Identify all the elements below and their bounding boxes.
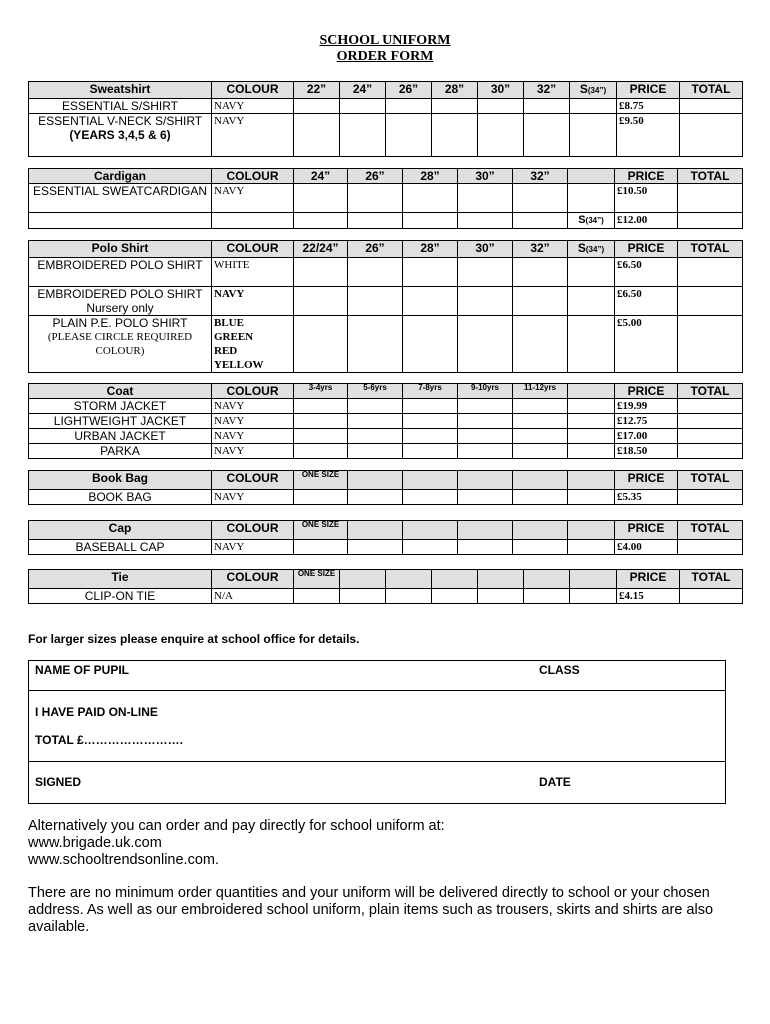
qty-cell[interactable]: [458, 316, 513, 373]
qty-cell[interactable]: [403, 316, 458, 373]
size-header: 11-12yrs: [513, 384, 568, 399]
qty-cell[interactable]: [294, 490, 348, 505]
colour-header: COLOUR: [212, 241, 294, 258]
qty-cell[interactable]: [458, 490, 513, 505]
item-name-blank: [29, 213, 212, 229]
item-price: £4.00: [615, 540, 678, 555]
qty-cell[interactable]: [570, 589, 617, 604]
size-s-label: S: [579, 82, 588, 96]
item-colour: NAVY: [212, 540, 294, 555]
item-name: PARKA: [29, 444, 212, 459]
qty-cell[interactable]: [568, 316, 615, 373]
item-price: £5.00: [615, 316, 678, 373]
qty-cell[interactable]: [294, 287, 348, 316]
size-s-cell: [568, 213, 615, 229]
item-name: BASEBALL CAP: [29, 540, 212, 555]
total-header: TOTAL: [678, 169, 743, 184]
price-header: PRICE: [615, 471, 678, 490]
sweatshirt-heading: Sweatshirt: [29, 82, 212, 99]
qty-cell[interactable]: [513, 429, 568, 444]
size-header: 28”: [403, 241, 458, 258]
colour-option[interactable]: RED: [214, 345, 238, 357]
price-header: PRICE: [617, 82, 680, 99]
qty-cell[interactable]: [524, 589, 570, 604]
cap-heading: Cap: [29, 521, 212, 540]
form-subtitle: ORDER FORM: [336, 49, 434, 64]
qty-cell[interactable]: [478, 99, 524, 114]
price-header: PRICE: [615, 384, 678, 399]
total-cell[interactable]: [678, 316, 743, 373]
item-colour: NAVY: [212, 184, 294, 213]
qty-cell[interactable]: [458, 540, 513, 555]
size-header: 26”: [348, 241, 403, 258]
qty-cell[interactable]: [458, 287, 513, 316]
colour-header: COLOUR: [212, 521, 294, 540]
item-price: £17.00: [615, 429, 678, 444]
name-of-pupil-label: NAME OF PUPIL: [35, 663, 130, 677]
cardigan-table: [28, 168, 743, 229]
item-price: £12.75: [615, 414, 678, 429]
colour-option[interactable]: BLUE: [214, 317, 244, 329]
delivery-info-paragraph: There are no minimum order quantities and your uniform will be delivered directly to school or your chosen address. As well as our embroidered school uniform, plain items such as trousers, skirts and shirts are also available.: [28, 885, 714, 935]
size-s-label: S: [577, 241, 586, 255]
qty-cell[interactable]: [513, 444, 568, 459]
qty-cell[interactable]: [403, 429, 458, 444]
bookbag-heading: Book Bag: [29, 471, 212, 490]
one-size-header: ONE SIZE: [294, 521, 348, 540]
qty-cell[interactable]: [513, 414, 568, 429]
total-cell[interactable]: [678, 287, 743, 316]
qty-cell[interactable]: [570, 114, 617, 157]
cap-table: [28, 520, 743, 555]
item-colour: NAVY: [212, 114, 294, 157]
qty-cell[interactable]: [432, 589, 478, 604]
item-colour-blank: [212, 213, 294, 229]
size-header: 9-10yrs: [458, 384, 513, 399]
size-header-blank: [432, 570, 478, 589]
size-header-blank: [568, 169, 615, 184]
sweatshirt-table: [28, 81, 743, 157]
size-s-label: S: [578, 214, 586, 226]
colour-option[interactable]: YELLOW: [214, 359, 264, 371]
schooltrends-link[interactable]: www.schooltrendsonline.com.: [28, 852, 220, 868]
qty-cell[interactable]: [432, 99, 478, 114]
qty-cell[interactable]: [348, 429, 403, 444]
item-price: £4.15: [617, 589, 680, 604]
qty-cell[interactable]: [458, 399, 513, 414]
price-header: PRICE: [615, 521, 678, 540]
qty-cell[interactable]: [403, 490, 458, 505]
paid-online-label: I HAVE PAID ON-LINE: [35, 705, 158, 719]
class-label: CLASS: [539, 663, 580, 677]
item-colour: NAVY: [212, 99, 294, 114]
qty-cell[interactable]: [513, 287, 568, 316]
qty-cell[interactable]: [458, 444, 513, 459]
date-label[interactable]: DATE: [539, 775, 571, 789]
item-name: ESSENTIAL S/SHIRT: [29, 99, 212, 114]
colour-header: COLOUR: [212, 169, 294, 184]
qty-cell[interactable]: [513, 184, 568, 213]
qty-cell[interactable]: [386, 99, 432, 114]
qty-cell[interactable]: [478, 589, 524, 604]
qty-cell[interactable]: [513, 258, 568, 287]
item-price: £9.50: [617, 114, 680, 157]
total-cell[interactable]: [678, 213, 743, 229]
qty-cell[interactable]: [294, 540, 348, 555]
qty-cell[interactable]: [568, 258, 615, 287]
item-colour: NAVY: [212, 399, 294, 414]
qty-cell[interactable]: [348, 490, 403, 505]
qty-cell[interactable]: [294, 213, 348, 229]
item-name: ESSENTIAL SWEATCARDIGAN: [29, 184, 212, 213]
qty-cell[interactable]: [294, 316, 348, 373]
qty-cell[interactable]: [403, 213, 458, 229]
item-name: URBAN JACKET: [29, 429, 212, 444]
order-online-text: [28, 818, 748, 869]
size-header-blank: [403, 521, 458, 540]
size-header-blank: [524, 570, 570, 589]
size-header-blank: [386, 570, 432, 589]
qty-cell[interactable]: [348, 287, 403, 316]
item-name-years: (YEARS 3,4,5 & 6): [69, 128, 171, 142]
total-cell[interactable]: [678, 490, 743, 505]
item-name: LIGHTWEIGHT JACKET: [29, 414, 212, 429]
item-name-text: ESSENTIAL V-NECK S/SHIRT: [38, 114, 202, 128]
size-header-blank: [348, 521, 403, 540]
qty-cell[interactable]: [513, 490, 568, 505]
qty-cell[interactable]: [348, 444, 403, 459]
total-cell[interactable]: [678, 444, 743, 459]
qty-cell[interactable]: [568, 184, 615, 213]
larger-sizes-note: For larger sizes please enquire at school office for details.: [28, 632, 360, 646]
item-price: £10.50: [615, 184, 678, 213]
qty-cell[interactable]: [568, 399, 615, 414]
colour-option[interactable]: GREEN: [214, 331, 254, 343]
qty-cell[interactable]: [513, 213, 568, 229]
qty-cell[interactable]: [568, 490, 615, 505]
qty-cell[interactable]: [568, 429, 615, 444]
size-header-blank: [403, 471, 458, 490]
item-price: £8.75: [617, 99, 680, 114]
qty-cell[interactable]: [294, 429, 348, 444]
item-name: EMBROIDERED POLO SHIRT: [29, 258, 212, 287]
qty-cell[interactable]: [458, 184, 513, 213]
qty-cell[interactable]: [348, 213, 403, 229]
size-header: 22/24”: [294, 241, 348, 258]
colour-header: COLOUR: [212, 471, 294, 490]
total-cell[interactable]: [678, 258, 743, 287]
qty-cell[interactable]: [348, 258, 403, 287]
item-name: EMBROIDERED POLO SHIRT Nursery only: [29, 287, 212, 316]
total-cell[interactable]: [680, 589, 743, 604]
qty-cell[interactable]: [458, 258, 513, 287]
qty-cell[interactable]: [403, 399, 458, 414]
qty-cell[interactable]: [570, 99, 617, 114]
qty-cell[interactable]: [403, 287, 458, 316]
size-header-blank: [458, 521, 513, 540]
qty-cell[interactable]: [458, 213, 513, 229]
tie-table: [28, 569, 743, 604]
qty-cell[interactable]: [568, 540, 615, 555]
item-name-text: PLAIN P.E. POLO SHIRT: [52, 316, 188, 330]
polo-table: [28, 240, 743, 373]
qty-cell[interactable]: [568, 287, 615, 316]
size-header: 30”: [478, 82, 524, 99]
qty-cell[interactable]: [294, 414, 348, 429]
total-cell[interactable]: [678, 414, 743, 429]
size-header-blank: [568, 384, 615, 399]
qty-cell[interactable]: [403, 414, 458, 429]
size-header: 28”: [432, 82, 478, 99]
size-header: 7-8yrs: [403, 384, 458, 399]
coat-heading: Coat: [29, 384, 212, 399]
qty-cell[interactable]: [294, 399, 348, 414]
item-price: £18.50: [615, 444, 678, 459]
item-name: BOOK BAG: [29, 490, 212, 505]
total-cell[interactable]: [678, 429, 743, 444]
item-colour: WHITE: [212, 258, 294, 287]
qty-cell[interactable]: [513, 540, 568, 555]
qty-cell[interactable]: [294, 99, 340, 114]
item-colour: NAVY: [212, 429, 294, 444]
qty-cell[interactable]: [294, 258, 348, 287]
qty-cell[interactable]: [386, 589, 432, 604]
item-colour: NAVY: [212, 414, 294, 429]
size-header: 24”: [340, 82, 386, 99]
item-colour: NAVY: [212, 287, 294, 316]
qty-cell[interactable]: [348, 316, 403, 373]
qty-cell[interactable]: [348, 399, 403, 414]
size-header: 24”: [294, 169, 348, 184]
qty-cell[interactable]: [403, 184, 458, 213]
price-header: PRICE: [615, 169, 678, 184]
size-s-note: (34”): [585, 216, 604, 225]
total-header: TOTAL: [680, 82, 743, 99]
size-header-blank: [513, 521, 568, 540]
total-header: TOTAL: [678, 384, 743, 399]
size-s-note: (34”): [587, 86, 607, 95]
qty-cell[interactable]: [478, 114, 524, 157]
total-label[interactable]: TOTAL £…………………….: [35, 733, 184, 747]
size-header-blank: [478, 570, 524, 589]
size-header-blank: [568, 521, 615, 540]
qty-cell[interactable]: [458, 414, 513, 429]
qty-cell[interactable]: [294, 444, 348, 459]
item-price: £5.35: [615, 490, 678, 505]
pupil-divider: [29, 690, 725, 691]
item-colour: NAVY: [212, 444, 294, 459]
size-header-s: [570, 82, 617, 99]
qty-cell[interactable]: [513, 316, 568, 373]
item-name: CLIP-ON TIE: [29, 589, 212, 604]
total-header: TOTAL: [678, 471, 743, 490]
size-header-blank: [348, 471, 403, 490]
total-header: TOTAL: [678, 241, 743, 258]
size-header-s: [568, 241, 615, 258]
cardigan-heading: Cardigan: [29, 169, 212, 184]
pupil-divider: [29, 761, 725, 762]
qty-cell[interactable]: [403, 540, 458, 555]
qty-cell[interactable]: [340, 114, 386, 157]
item-price: £6.50: [615, 258, 678, 287]
size-header: 5-6yrs: [348, 384, 403, 399]
item-colour: NAVY: [212, 490, 294, 505]
item-colour: N/A: [212, 589, 294, 604]
colour-header: COLOUR: [212, 570, 294, 589]
circle-colour-note: (PLEASE CIRCLE REQUIRED COLOUR): [47, 331, 193, 357]
item-price: £12.00: [615, 213, 678, 229]
total-header: TOTAL: [680, 570, 743, 589]
total-cell[interactable]: [680, 99, 743, 114]
polo-heading: Polo Shirt: [29, 241, 212, 258]
price-header: PRICE: [617, 570, 680, 589]
qty-cell[interactable]: [568, 444, 615, 459]
qty-cell[interactable]: [348, 540, 403, 555]
qty-cell[interactable]: [294, 589, 340, 604]
qty-cell[interactable]: [403, 444, 458, 459]
qty-cell[interactable]: [340, 99, 386, 114]
total-cell[interactable]: [678, 399, 743, 414]
signed-label[interactable]: SIGNED: [35, 775, 82, 789]
item-price: £6.50: [615, 287, 678, 316]
brigade-link[interactable]: www.brigade.uk.com: [28, 835, 162, 851]
price-header: PRICE: [615, 241, 678, 258]
bookbag-table: [28, 470, 743, 505]
qty-cell[interactable]: [348, 184, 403, 213]
qty-cell[interactable]: [513, 399, 568, 414]
size-header-blank: [513, 471, 568, 490]
qty-cell[interactable]: [294, 184, 348, 213]
one-size-header: ONE SIZE: [294, 471, 348, 490]
size-header-blank: [458, 471, 513, 490]
item-name: STORM JACKET: [29, 399, 212, 414]
total-header: TOTAL: [678, 521, 743, 540]
order-online-line: Alternatively you can order and pay directly for school uniform at:: [28, 818, 445, 834]
size-header: 22”: [294, 82, 340, 99]
colour-header: COLOUR: [212, 384, 294, 399]
size-header: 32”: [524, 82, 570, 99]
size-header-blank: [340, 570, 386, 589]
item-name: [29, 316, 212, 373]
qty-cell[interactable]: [524, 99, 570, 114]
form-title: SCHOOL UNIFORM: [319, 33, 451, 48]
qty-cell[interactable]: [432, 114, 478, 157]
item-colour-options: [212, 316, 294, 373]
size-s-note: (34”): [585, 245, 605, 254]
qty-cell[interactable]: [458, 429, 513, 444]
size-header: 30”: [458, 241, 513, 258]
qty-cell[interactable]: [348, 414, 403, 429]
size-header: 28”: [403, 169, 458, 184]
size-header: 30”: [458, 169, 513, 184]
size-header-blank: [568, 471, 615, 490]
qty-cell[interactable]: [524, 114, 570, 157]
tie-heading: Tie: [29, 570, 212, 589]
size-header: 32”: [513, 241, 568, 258]
size-header: 26”: [348, 169, 403, 184]
total-cell[interactable]: [680, 114, 743, 157]
size-header: 26”: [386, 82, 432, 99]
qty-cell[interactable]: [386, 114, 432, 157]
qty-cell[interactable]: [403, 258, 458, 287]
qty-cell[interactable]: [340, 589, 386, 604]
qty-cell[interactable]: [568, 414, 615, 429]
total-cell[interactable]: [678, 184, 743, 213]
one-size-header: ONE SIZE: [294, 570, 340, 589]
total-cell[interactable]: [678, 540, 743, 555]
size-header: 32”: [513, 169, 568, 184]
qty-cell[interactable]: [294, 114, 340, 157]
colour-header: COLOUR: [212, 82, 294, 99]
coat-table: [28, 383, 743, 459]
size-header-blank: [570, 570, 617, 589]
item-name: [29, 114, 212, 157]
size-header: 3-4yrs: [294, 384, 348, 399]
pupil-details-box: [28, 660, 726, 804]
item-price: £19.99: [615, 399, 678, 414]
